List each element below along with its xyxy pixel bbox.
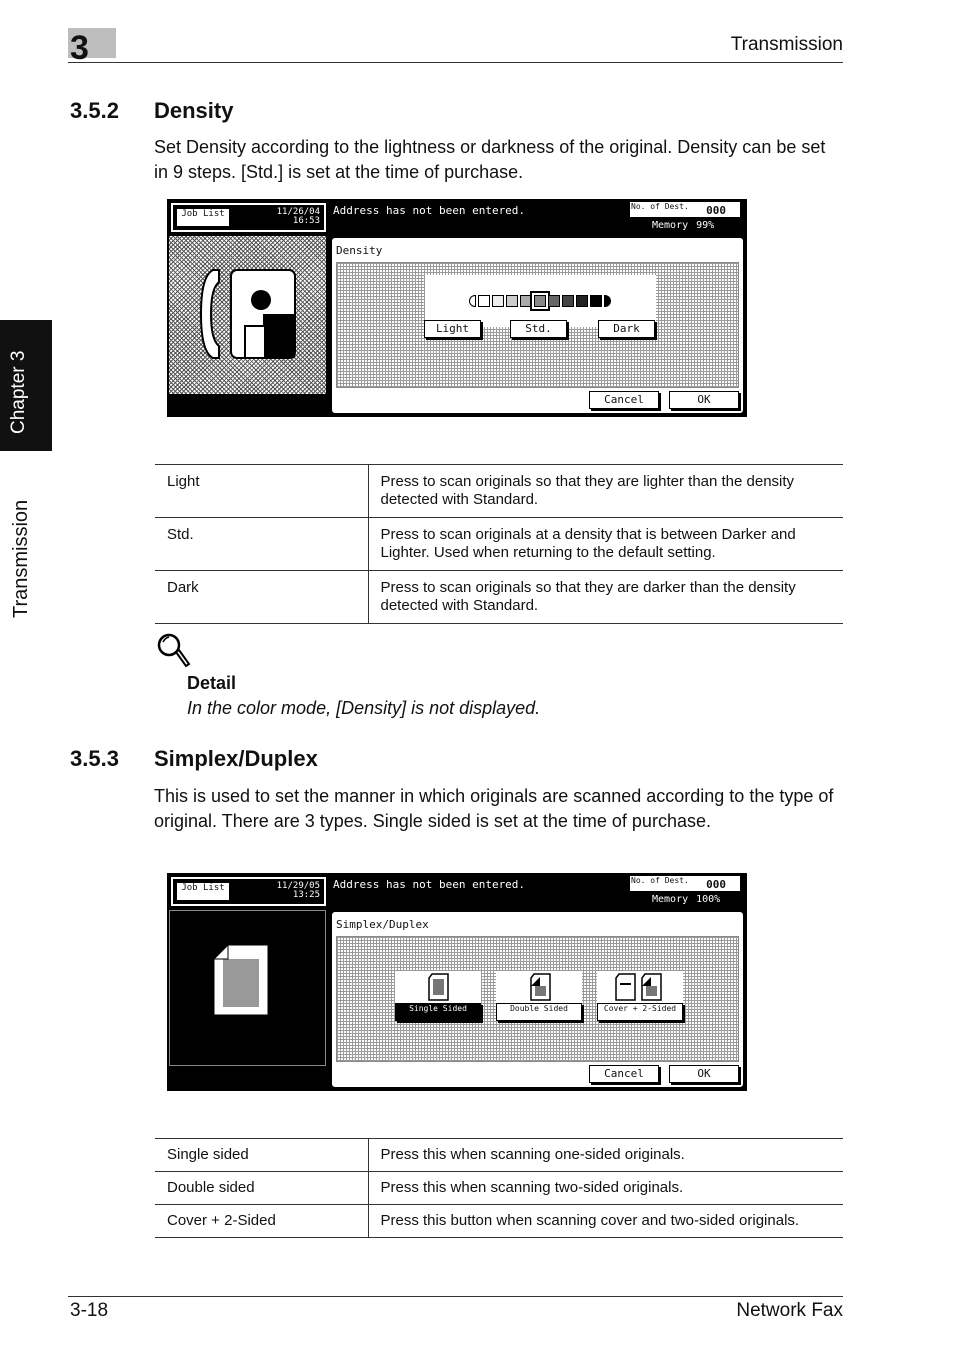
density-heading-number: 3.5.2 (70, 98, 119, 123)
date-display: 11/29/05 (276, 881, 320, 891)
table-cell-item: Dark (155, 571, 368, 624)
cancel-button[interactable]: Cancel (589, 1065, 659, 1083)
density-settings-area (336, 262, 739, 388)
panel-title: Density (336, 244, 383, 257)
table-cell-desc: Press to scan originals so that they are darker than the density detected with Standard. (368, 571, 843, 624)
density-light-end-icon (469, 295, 476, 307)
time-display: 16:53 (292, 216, 320, 226)
table-cell-desc: Press this when scanning one-sided originals. (368, 1139, 843, 1172)
std-button[interactable]: Std. (510, 320, 567, 338)
density-step (478, 295, 490, 307)
ok-button[interactable]: OK (669, 1065, 739, 1083)
single-sided-icon (428, 973, 450, 1001)
simplex-screen (167, 873, 747, 1091)
header-rule (68, 62, 843, 63)
table-row (155, 1205, 843, 1238)
simplex-heading-number: 3.5.3 (70, 746, 119, 771)
density-step (576, 295, 588, 307)
density-heading (70, 98, 233, 124)
datetime-display (277, 882, 320, 900)
table-cell-item: Double sided (155, 1172, 368, 1205)
memory-indicator (652, 220, 714, 231)
document-icon (170, 911, 325, 1065)
table-row (155, 465, 843, 518)
table-cell-item: Std. (155, 518, 368, 571)
table-cell-item: Single sided (155, 1139, 368, 1172)
single-sided-button[interactable]: Single Sided (395, 1003, 481, 1021)
date-display: 11/26/04 (276, 207, 320, 217)
density-step (562, 295, 574, 307)
detail-text: In the color mode, [Density] is not displayed. (187, 698, 541, 718)
footer-rule (68, 1296, 843, 1297)
double-sided-icon (526, 973, 552, 1001)
product-name: Network Fax (736, 1300, 843, 1321)
address-message: Address has not been entered. (333, 878, 526, 891)
side-tab-section-label: Transmission (10, 499, 32, 618)
table-row (155, 571, 843, 624)
table-row (155, 1172, 843, 1205)
chapter-number: 3 (70, 29, 89, 67)
cover-2-sided-button[interactable]: Cover + 2-Sided (597, 1003, 683, 1021)
double-sided-button[interactable]: Double Sided (496, 1003, 582, 1021)
cover-2-sided-option[interactable] (597, 971, 683, 1021)
dest-label: No. of Dest. (631, 202, 689, 211)
table-cell-desc: Press to scan originals so that they are lighter than the density detected with Standard. (368, 465, 843, 518)
cancel-button[interactable]: Cancel (589, 391, 659, 409)
dest-counter (630, 876, 740, 891)
simplex-heading-title: Simplex/Duplex (154, 746, 318, 771)
datetime-display (277, 208, 320, 226)
memory-indicator (652, 894, 720, 905)
density-screen (167, 199, 747, 417)
memory-value: 99% (696, 220, 715, 231)
table-row (155, 518, 843, 571)
dest-count: 000 (706, 204, 726, 217)
table-cell-desc: Press this when scanning two-sided originals. (368, 1172, 843, 1205)
density-step (520, 295, 532, 307)
table-row (155, 1139, 843, 1172)
header-section-title: Transmission (730, 34, 843, 55)
simplex-heading (70, 746, 318, 772)
light-button[interactable]: Light (424, 320, 481, 338)
ok-button[interactable]: OK (669, 391, 739, 409)
single-sided-option[interactable] (395, 971, 481, 1021)
panel-title: Simplex/Duplex (336, 918, 429, 931)
density-intro: Set Density according to the lightness or darkness of the original. Density can be set in 9 steps. [Std.] is set at the time of purchase. (154, 137, 826, 182)
memory-value: 100% (696, 894, 721, 905)
magnifier-icon (155, 632, 191, 670)
simplex-table (155, 1138, 843, 1238)
density-step (492, 295, 504, 307)
dest-count: 000 (706, 878, 726, 891)
cover-2-sided-icon (615, 973, 665, 1001)
double-sided-option[interactable] (496, 971, 582, 1021)
density-panel (330, 236, 745, 415)
density-scale (469, 294, 611, 308)
density-heading-title: Density (154, 98, 234, 123)
job-list-area (171, 203, 326, 232)
document-illustration-panel (169, 910, 326, 1066)
table-cell-item: Cover + 2-Sided (155, 1205, 368, 1238)
side-tab-chapter-label: Chapter 3 (8, 350, 29, 434)
job-list-button[interactable]: Job List (176, 208, 230, 227)
density-dark-end-icon (604, 295, 611, 307)
table-cell-item: Light (155, 465, 368, 518)
address-message: Address has not been entered. (333, 204, 526, 217)
table-cell-desc: Press to scan originals at a density that is between Darker and Lighter. Used when returning to the default setting. (368, 518, 843, 571)
simplex-settings-area (336, 936, 739, 1062)
fax-illustration-panel (169, 236, 326, 394)
job-list-button[interactable]: Job List (176, 882, 230, 901)
job-list-area (171, 877, 326, 906)
detail-label: Detail (187, 673, 237, 693)
density-step (506, 295, 518, 307)
density-step-selected (534, 295, 546, 307)
time-display: 13:25 (292, 890, 320, 900)
density-step (590, 295, 602, 307)
memory-label: Memory (652, 894, 689, 905)
simplex-panel (330, 910, 745, 1089)
dark-button[interactable]: Dark (598, 320, 655, 338)
density-step (548, 295, 560, 307)
simplex-intro: This is used to set the manner in which originals are scanned according to the type of original. There are 3 types. Single sided is set at the time of purchase. (154, 786, 834, 831)
density-table (155, 464, 843, 624)
fax-icon (169, 236, 326, 394)
dest-counter (630, 202, 740, 217)
table-cell-desc: Press this button when scanning cover and two-sided originals. (368, 1205, 843, 1238)
dest-label: No. of Dest. (631, 876, 689, 885)
page-number: 3-18 (70, 1300, 109, 1321)
memory-label: Memory (652, 220, 689, 231)
